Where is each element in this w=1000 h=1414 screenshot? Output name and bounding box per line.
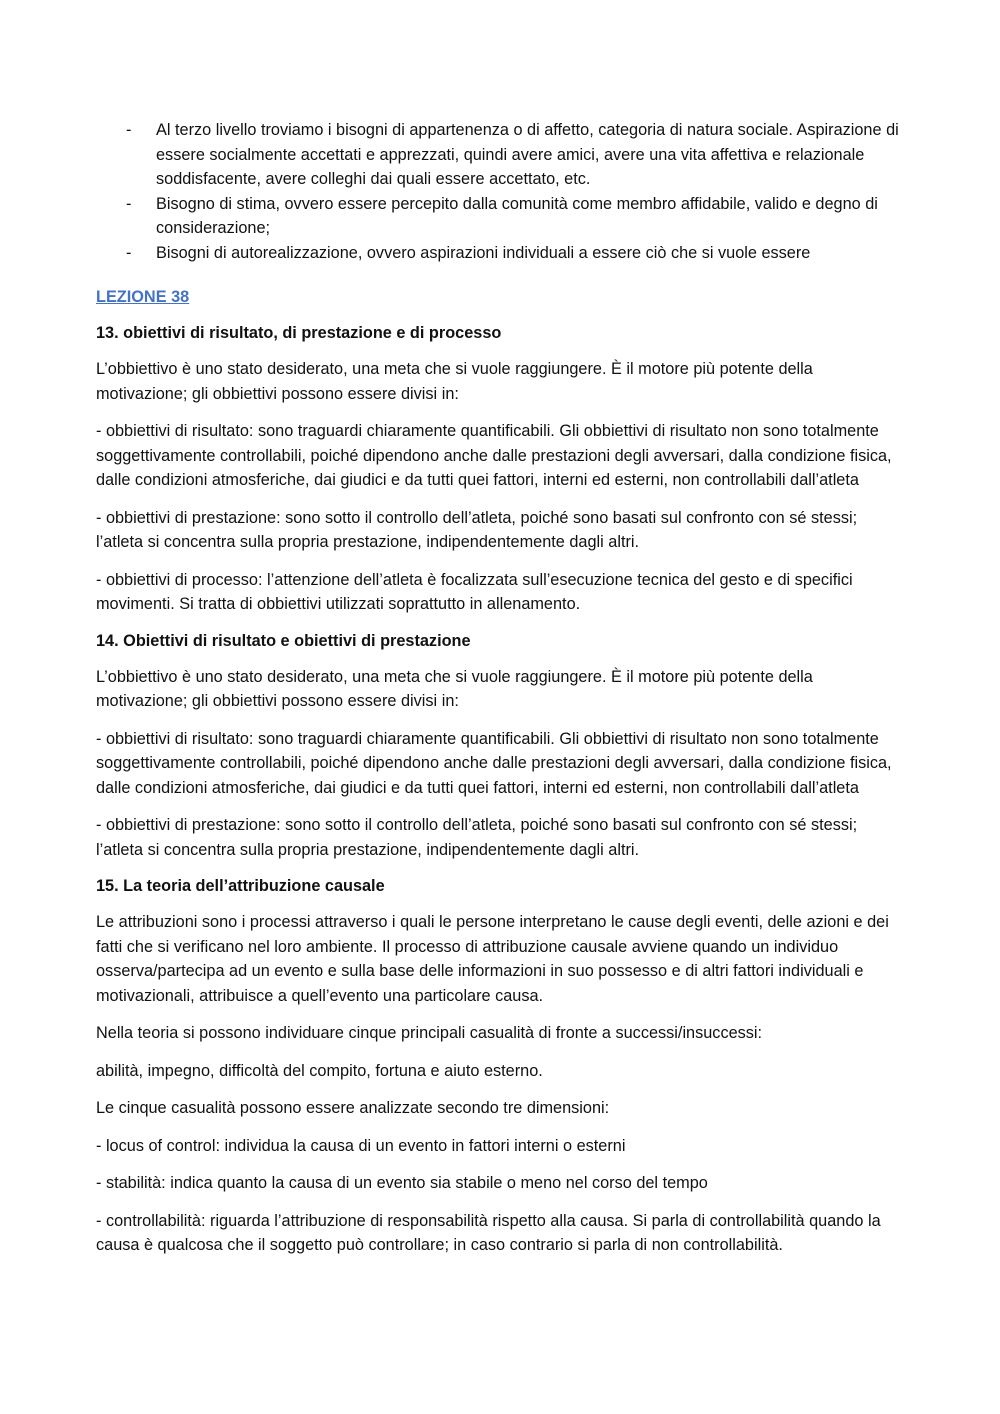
section-15-paragraph-3: abilità, impegno, difficoltà del compito, fortuna e aiuto esterno. (96, 1061, 543, 1080)
section-15-paragraph-6: - stabilità: indica quanto la causa di un evento sia stabile o meno nel corso del tempo (96, 1174, 708, 1192)
section-14-paragraph-1: L’obbiettivo è uno stato desiderato, una meta che si vuole raggiungere. È il motore più potente della motivazione; gli obbiettivi possono essere divisi in: (96, 667, 813, 710)
section-13-paragraph-3: - obbiettivi di prestazione: sono sotto il controllo dell’atleta, poiché sono basati sul confronto con sé stessi; l’atleta si concentra sulla propria prestazione, indipendentemente dagli altri. (96, 508, 858, 551)
section-15-paragraph-1: Le attribuzioni sono i processi attraverso i quali le persone interpretano le cause degli eventi, delle azioni e dei fatti che si verificano nel loro ambiente. Il processo di attribuzione causale avviene quando un individuo osserva/partecipa ad un evento e sulla base delle informazioni in suo possesso e di altri fattori individuali e motivazionali, attribuisce a quell’evento una particolare causa. (96, 913, 889, 1005)
section-14-heading: 14. Obiettivi di risultato e obiettivi di prestazione (96, 631, 471, 650)
section-15-paragraph-4: Le cinque casualità possono essere analizzate secondo tre dimensioni: (96, 1099, 610, 1117)
section-15-heading: 15. La teoria dell’attribuzione causale (96, 877, 385, 895)
section-13-heading: 13. obiettivi di risultato, di prestazione e di processo (96, 324, 502, 342)
section-15-paragraph-7: - controllabilità: riguarda l’attribuzione di responsabilità rispetto alla causa. Si parla di controllabilità quando la causa è qualcosa che il soggetto può controllare; in caso contrario si parla di non controllabilità. (96, 1211, 881, 1254)
list-item: - Bisogno di stima, ovvero essere percepito dalla comunità come membro affidabile, valido e degno di considerazione; (96, 192, 906, 241)
list-item: - Bisogni di autorealizzazione, ovvero aspirazioni individuali a essere ciò che si vuole essere (96, 241, 906, 266)
section-14-paragraph-3: - obbiettivi di prestazione: sono sotto il controllo dell’atleta, poiché sono basati sul confronto con sé stessi; l’atleta si concentra sulla propria prestazione, indipendentemente dagli altri. (96, 816, 858, 859)
needs-bullet-list (96, 118, 906, 265)
section-14-paragraph-2: - obbiettivi di risultato: sono traguardi chiaramente quantificabili. Gli obbiettivi di risultato non sono totalmente soggettivamente controllabili, poiché dipendono anche dalle prestazioni degli avversari, dalla condizione fisica, dalle condizioni atmosferiche, dai giudici e da tutti quei fattori, interni ed esterni, non controllabili dall’atleta (96, 729, 892, 797)
section-13-paragraph-2: - obbiettivi di risultato: sono traguardi chiaramente quantificabili. Gli obbiettivi di risultato non sono totalmente soggettivamente controllabili, poiché dipendono anche dalle prestazioni degli avversari, dalla condizione fisica, dalle condizioni atmosferiche, dai giudici e da tutti quei fattori, interni ed esterni, non controllabili dall’atleta (96, 422, 892, 489)
section-15-paragraph-5: - locus of control: individua la causa di un evento in fattori interni o esterni (96, 1136, 626, 1155)
section-13-paragraph-4: - obbiettivi di processo: l’attenzione dell’atleta è focalizzata sull’esecuzione tecnica del gesto e di specifici movimenti. Si tratta di obbiettivi utilizzati soprattutto in allenamento. (96, 570, 853, 613)
bullet-dash: - (126, 243, 132, 262)
lesson-38-link[interactable]: LEZIONE 38 (96, 288, 190, 306)
section-13-paragraph-1: L’obbiettivo è uno stato desiderato, una meta che si vuole raggiungere. È il motore più potente della motivazione; gli obbiettivi possono essere divisi in: (96, 360, 813, 403)
document-page (96, 118, 906, 1258)
list-item: - Al terzo livello troviamo i bisogni di appartenenza o di affetto, categoria di natura sociale. Aspirazione di essere socialmente accettati e apprezzati, quindi avere amici, avere una vita affettiva e relazionale soddisfacente, avere colleghi dai quali essere accettato, etc. (96, 118, 906, 192)
bullet-dash: - (126, 194, 132, 213)
bullet-dash: - (126, 121, 132, 139)
section-15-paragraph-2: Nella teoria si possono individuare cinque principali casualità di fronte a successi/insuccessi: (96, 1024, 763, 1042)
